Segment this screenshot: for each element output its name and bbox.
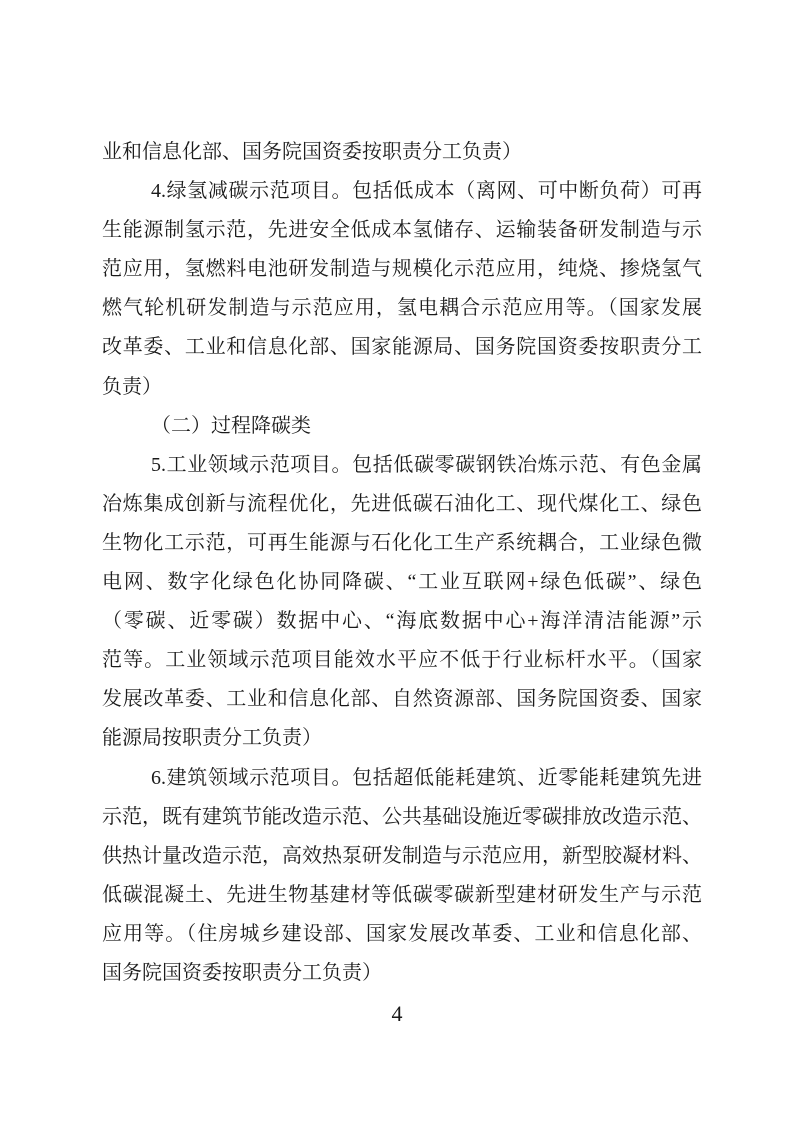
text-line: 5.工业领域示范项目。包括低碳零碳钢铁冶炼示范、有色金属 — [151, 453, 702, 476]
text-line: 燃气轮机研发制造与示范应用，氢电耦合示范应用等。（国家发展 — [102, 297, 702, 320]
text-line: 供热计量改造示范，高效热泵研发制造与示范应用，新型胶凝材料、 — [102, 844, 702, 867]
text-line: 应用等。（住房城乡建设部、国家发展改革委、工业和信息化部、 — [102, 922, 702, 945]
text-line: 能源局按职责分工负责） — [102, 727, 322, 750]
section-heading-process-decarbonization — [102, 407, 702, 446]
text-line: 电网、数字化绿色化协同降碳、“工业互联网+绿色低碳”、绿色 — [102, 571, 702, 594]
paragraph-item-6-building — [102, 759, 702, 994]
text-line: 冶炼集成创新与流程优化，先进低碳石油化工、现代煤化工、绿色 — [102, 492, 702, 515]
paragraph-item-5-industry — [102, 446, 702, 759]
document-body — [102, 133, 702, 993]
text-line: 改革委、工业和信息化部、国家能源局、国务院国资委按职责分工 — [102, 336, 702, 359]
text-line: 发展改革委、工业和信息化部、自然资源部、国务院国资委、国家 — [102, 688, 702, 711]
text-line: 范等。工业领域示范项目能效水平应不低于行业标杆水平。（国家 — [102, 649, 702, 672]
text-line: 低碳混凝土、先进生物基建材等低碳零碳新型建材研发生产与示范 — [102, 883, 702, 906]
text-line: 示范，既有建筑节能改造示范、公共基础设施近零碳排放改造示范、 — [102, 805, 702, 828]
paragraph-item-4-green-hydrogen — [102, 172, 702, 407]
text-line: （二）过程降碳类 — [151, 414, 311, 437]
text-line: 生能源制氢示范，先进安全低成本氢储存、运输装备研发制造与示 — [102, 219, 702, 242]
text-line: 负责） — [102, 375, 162, 398]
text-line: 业和信息化部、国务院国资委按职责分工负责） — [102, 141, 522, 163]
text-line: 6.建筑领域示范项目。包括超低能耗建筑、近零能耗建筑先进 — [151, 766, 702, 789]
text-line: 国务院国资委按职责分工负责） — [102, 961, 382, 984]
page-number: 4 — [391, 1001, 403, 1026]
text-line: 范应用，氢燃料电池研发制造与规模化示范应用，纯烧、掺烧氢气 — [102, 258, 702, 281]
text-line: 4.绿氢减碳示范项目。包括低成本（离网、可中断负荷）可再 — [151, 180, 702, 203]
text-line: 生物化工示范，可再生能源与石化化工生产系统耦合，工业绿色微 — [102, 531, 702, 554]
paragraph-continuation — [102, 133, 702, 172]
text-line: （零碳、近零碳）数据中心、“海底数据中心+海洋清洁能源”示 — [102, 610, 702, 633]
